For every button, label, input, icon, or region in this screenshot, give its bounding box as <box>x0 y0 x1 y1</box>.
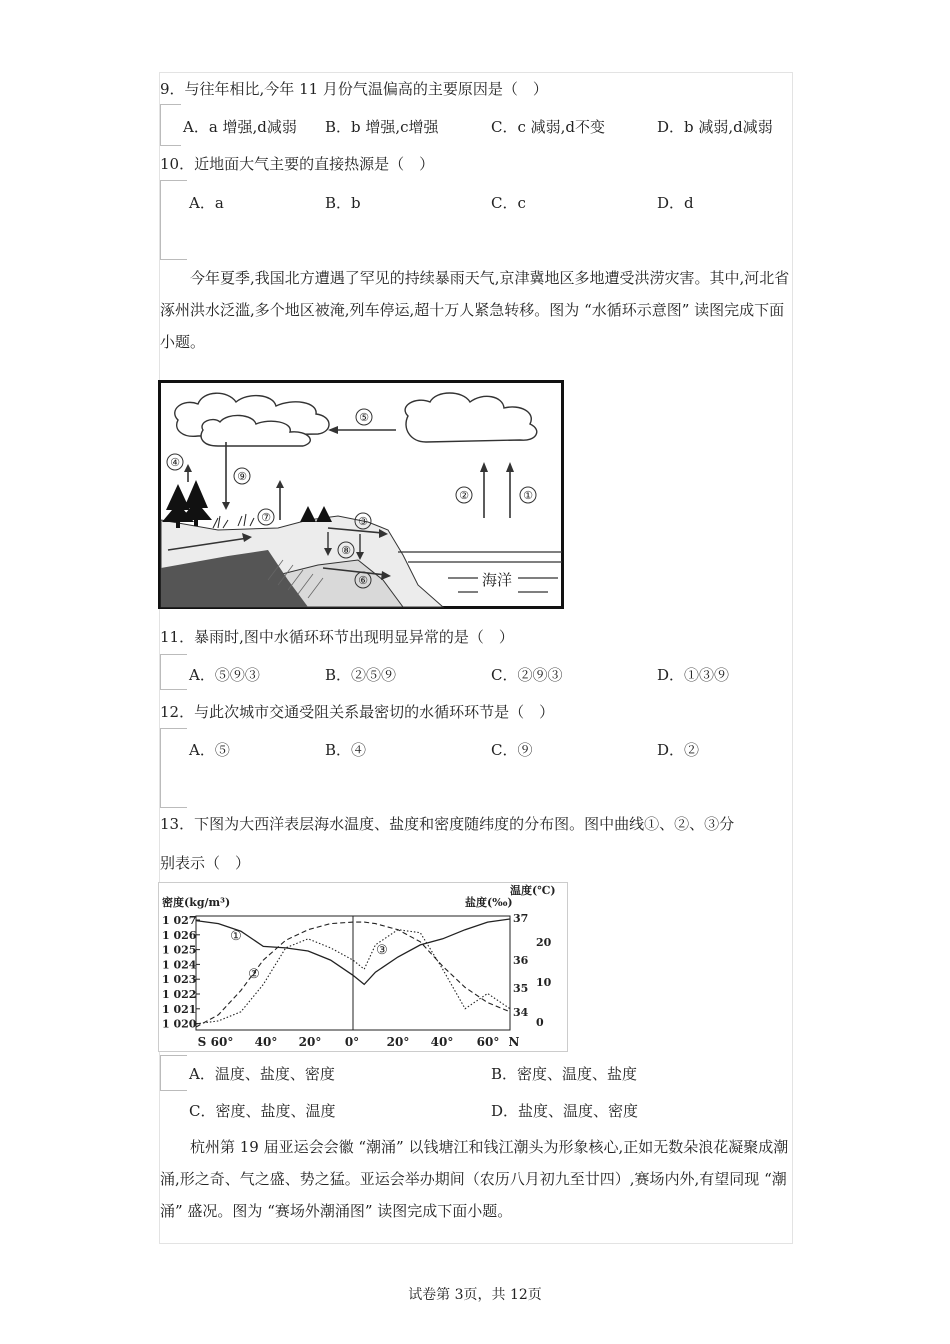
ocean-label: 海洋 <box>482 571 513 589</box>
q9-option-d[interactable]: D．b 减弱,d减弱 <box>657 118 773 136</box>
question-13-stem-line2: 别表示（ ） <box>160 854 251 872</box>
temperature-tick-label: 20 <box>536 936 552 949</box>
q10-option-d[interactable]: D．d <box>657 194 694 212</box>
page-footer: 试卷第 3页，共 12页 <box>408 1287 542 1303</box>
svg-text:⑧: ⑧ <box>341 544 351 557</box>
salinity-tick-label: 37 <box>513 912 529 925</box>
bracket <box>160 1055 187 1091</box>
svg-text:⑥: ⑥ <box>358 574 368 587</box>
q11-option-a[interactable]: A．⑤⑨③ <box>189 666 260 684</box>
temperature-tick-label: 10 <box>536 976 552 989</box>
density-tick-label: 1 024 <box>162 958 197 972</box>
x-tick-label: 20° <box>386 1035 410 1049</box>
svg-text:⑤: ⑤ <box>359 411 369 424</box>
q10-option-a[interactable]: A．a <box>189 194 224 212</box>
density-tick-label: 1 023 <box>162 973 197 987</box>
curve-label-2: ② <box>248 967 260 982</box>
density-tick-label: 1 027 <box>162 914 197 927</box>
bracket <box>160 180 187 260</box>
water-cycle-figure <box>158 380 565 610</box>
question-11-stem: 11．暴雨时,图中水循环环节出现明显异常的是（ ） <box>160 628 514 646</box>
x-tick-label: N <box>508 1035 520 1049</box>
x-tick-label: 60° <box>476 1035 500 1049</box>
q13-option-c[interactable]: C．密度、盐度、温度 <box>189 1102 336 1120</box>
passage-flood: 今年夏季,我国北方遭遇了罕见的持续暴雨天气,京津冀地区多地遭受洪涝灾害。其中,河北省涿州洪水泛滥,多个地区被淹,列车停运,超十万人紧急转移。图为 “水循环示意图” 读图完成下面小题。 <box>160 269 790 351</box>
density-tick-label: 1 021 <box>162 1002 197 1016</box>
svg-text:①: ① <box>523 489 533 502</box>
density-tick-label: 1 020 <box>162 1017 197 1031</box>
q10-option-c[interactable]: C．c <box>491 194 526 212</box>
salinity-tick-label: 34 <box>513 1006 529 1019</box>
q12-option-d[interactable]: D．② <box>657 741 700 759</box>
density-tick-label: 1 025 <box>162 943 197 957</box>
svg-text:⑦: ⑦ <box>261 511 271 524</box>
question-10-stem: 10．近地面大气主要的直接热源是（ ） <box>160 155 435 173</box>
x-tick-label: S <box>197 1035 207 1049</box>
x-tick-label: 20° <box>298 1035 322 1049</box>
q9-option-a[interactable]: A．a 增强,d减弱 <box>183 118 297 136</box>
density-tick-label: 1 022 <box>162 988 197 1001</box>
bracket <box>160 728 187 808</box>
bracket <box>160 104 181 146</box>
temperature-tick-label: 0 <box>536 1016 544 1029</box>
q11-option-c[interactable]: C．②⑨③ <box>491 666 563 684</box>
x-tick-label: 40° <box>430 1035 454 1049</box>
x-tick-label: 0° <box>344 1035 360 1049</box>
svg-text:③: ③ <box>358 515 368 528</box>
density-tick-label: 1 026 <box>162 928 197 942</box>
question-13-stem-line1: 13．下图为大西洋表层海水温度、盐度和密度随纬度的分布图。图中曲线①、②、③分 <box>160 815 735 833</box>
q9-option-c[interactable]: C．c 减弱,d不变 <box>491 118 606 136</box>
curve-label-3: ③ <box>376 943 388 958</box>
density-axis-label: 密度(kg/m³) <box>162 896 231 909</box>
q10-option-b[interactable]: B．b <box>325 194 361 212</box>
passage-asian-games: 杭州第 19 届亚运会会徽 “潮涌” 以钱塘江和钱江潮头为形象核心,正如无数朵浪花凝聚成潮涌,形之奇、气之盛、势之猛。亚运会举办期间（农历八月初九至廿四）,赛场内外,有望同现 “潮涌” 盛况。图为 “赛场外潮涌图” 读图完成下面小题。 <box>160 1138 789 1220</box>
salinity-tick-label: 36 <box>513 954 529 967</box>
salinity-tick-label: 35 <box>513 982 529 995</box>
salinity-axis-label: 盐度(‰) <box>465 896 513 909</box>
bracket <box>160 654 187 690</box>
q11-option-b[interactable]: B．②⑤⑨ <box>325 666 397 684</box>
curve-label-1: ① <box>230 929 242 944</box>
question-9-stem: 9．与往年相比,今年 11 月份气温偏高的主要原因是（ ） <box>160 80 548 98</box>
question-12-stem: 12．与此次城市交通受阻关系最密切的水循环环节是（ ） <box>160 703 555 721</box>
q13-option-a[interactable]: A．温度、盐度、密度 <box>189 1065 335 1083</box>
q9-option-b[interactable]: B．b 增强,c增强 <box>325 118 439 136</box>
svg-text:⑨: ⑨ <box>237 470 247 483</box>
q11-option-d[interactable]: D．①③⑨ <box>657 666 730 684</box>
ocean-property-chart <box>158 882 568 1052</box>
q12-option-c[interactable]: C．⑨ <box>491 741 533 759</box>
x-tick-label: 60° <box>210 1035 234 1049</box>
x-tick-label: 40° <box>254 1035 278 1049</box>
q13-option-d[interactable]: D．盐度、温度、密度 <box>491 1102 639 1120</box>
q12-option-a[interactable]: A．⑤ <box>189 741 230 759</box>
svg-text:④: ④ <box>170 456 180 469</box>
q13-option-b[interactable]: B．密度、温度、盐度 <box>491 1065 638 1083</box>
svg-text:②: ② <box>459 489 469 502</box>
q12-option-b[interactable]: B．④ <box>325 741 367 759</box>
temperature-axis-label: 温度(℃) <box>510 884 556 897</box>
